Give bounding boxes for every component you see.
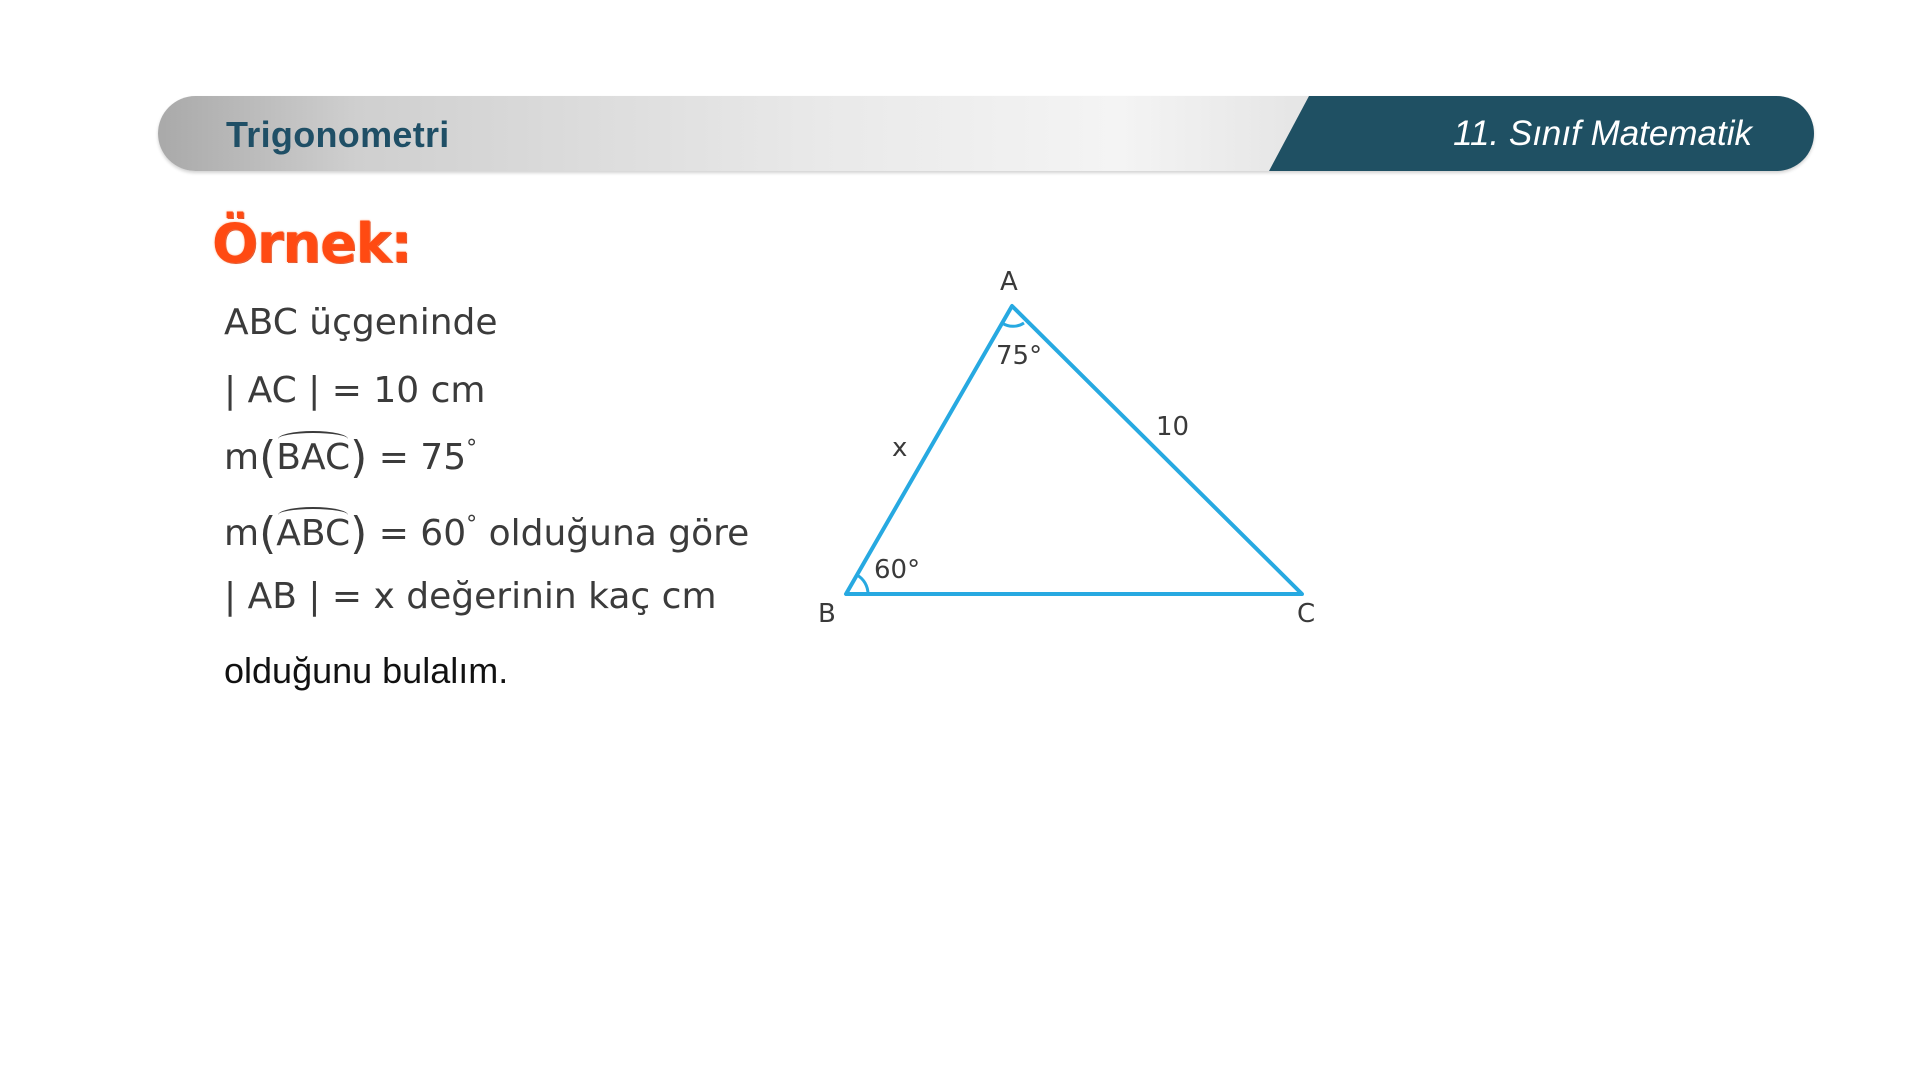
condition-text: olduğuna göre	[488, 513, 750, 554]
angle-bac-label: BAC	[276, 437, 351, 478]
angle-abc-value: = 60	[378, 513, 467, 554]
angle-bac-value: = 75	[378, 437, 467, 478]
open-paren: (	[259, 432, 277, 483]
triangle-figure	[800, 260, 1360, 640]
vertex-a-label: A	[1000, 267, 1018, 297]
open-paren: (	[259, 508, 277, 559]
close-paren: )	[350, 432, 368, 483]
problem-line-6: olduğunu bulalım.	[224, 650, 509, 691]
side-ac-label: 10	[1156, 412, 1190, 442]
problem-line-4	[224, 508, 749, 559]
angle-arc-b	[857, 575, 868, 594]
degree-mark: °	[466, 512, 478, 537]
angle-a-label: 75°	[996, 341, 1043, 371]
degree-mark: °	[466, 436, 478, 461]
problem-line-5: | AB | = x değerinin kaç cm	[224, 576, 717, 617]
angle-abc-label: ABC	[276, 513, 351, 554]
problem-line-3	[224, 432, 477, 483]
vertex-b-label: B	[818, 599, 836, 629]
angle-arc-a	[1002, 323, 1024, 326]
close-paren: )	[350, 508, 368, 559]
example-heading: Örnek:	[212, 212, 412, 275]
header-banner	[158, 96, 1814, 171]
angle-b-label: 60°	[874, 555, 921, 585]
problem-line-1: ABC üçgeninde	[224, 302, 498, 343]
vertex-c-label: C	[1297, 599, 1316, 629]
side-ab-label: x	[892, 433, 908, 463]
measure-prefix: m	[224, 437, 260, 478]
header-subject: 11. Sınıf Matematik	[1453, 114, 1752, 153]
triangle-abc	[846, 306, 1302, 594]
problem-line-2: | AC | = 10 cm	[224, 370, 486, 411]
measure-prefix: m	[224, 513, 260, 554]
header-title: Trigonometri	[226, 114, 450, 155]
